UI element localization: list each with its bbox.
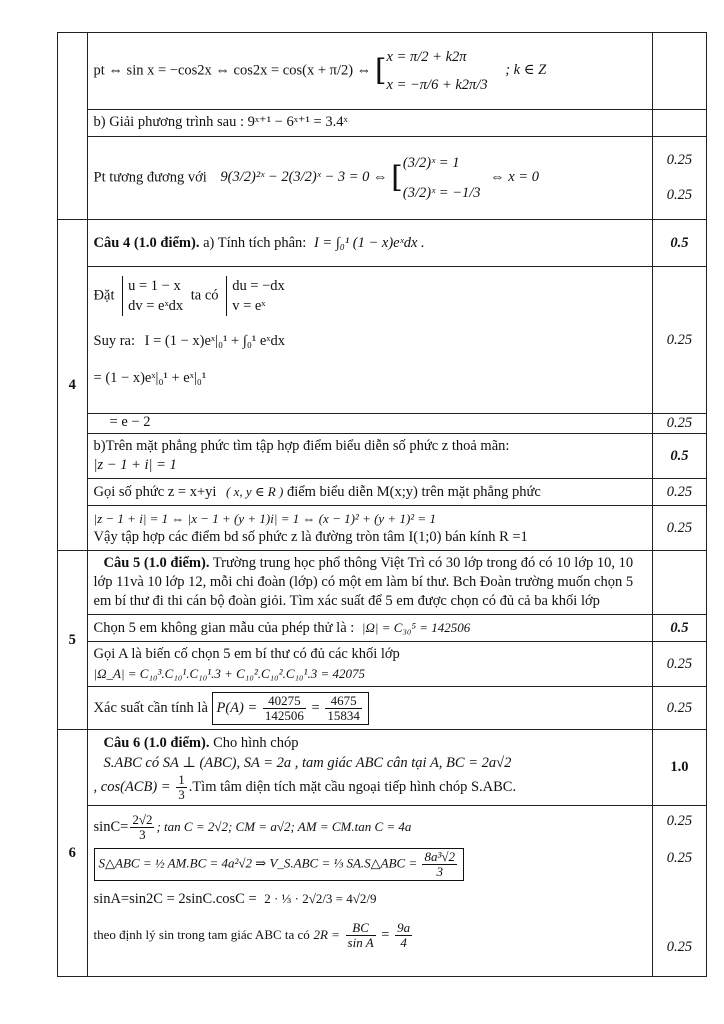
q4-part-b: b)Trên mặt phẳng phức tìm tập hợp điểm biểu diễn số phức z thoả mãn:	[93, 438, 510, 454]
q4-derive-cell	[87, 506, 652, 551]
q5-omega-a: |Ω_A| = C₁₀³.C₁₀¹.C₁₀¹.3 + C₁₀².C₁₀².C₁₀¹.3 = 42075	[93, 666, 365, 681]
q4-taco: ta có	[190, 287, 219, 304]
q4-derive: |z − 1 + i| = 1 ⇔ |x − 1 + (y + 1)i| = 1 ⇔ (x − 1)² + (y + 1)² = 1	[93, 511, 436, 526]
q6-sina: sinA=sin2C = 2sinC.cosC =	[93, 891, 257, 907]
score-cell	[652, 434, 706, 479]
score-cell	[652, 506, 706, 551]
q6-title-rest: Cho hình chóp	[209, 735, 299, 751]
score-value: 0.25	[666, 331, 693, 348]
score-value: 0.25	[666, 415, 693, 431]
q6-r-n: BC	[346, 921, 376, 936]
q4-step1: I = (1 − x)eˣ|₀¹ + ∫₀¹ eˣdx	[144, 333, 285, 349]
q6-line3-n: 1	[178, 772, 185, 787]
q4-cond: |z − 1 + i| = 1	[93, 457, 177, 473]
question-number-cell: 5	[58, 551, 88, 730]
q6-r-n2: 9a	[397, 920, 411, 935]
bracket-symbol: [	[374, 53, 387, 88]
q4-sub1: u = 1 − x	[128, 278, 181, 294]
q6-title-bold: Câu 6 (1.0 điểm).	[103, 735, 210, 751]
table-row	[58, 730, 707, 806]
q5-p-n1: 40275	[263, 694, 306, 709]
score-cell	[652, 730, 706, 806]
q4-final-cell	[87, 414, 652, 434]
q4-goi-rest: điểm biểu diễn M(x;y) trên mặt phẳng phức	[283, 484, 541, 500]
q6-sinc-n: 2√2	[132, 812, 153, 827]
q4-title-bold: Câu 4 (1.0 điểm).	[93, 234, 200, 251]
q3-pt-line: pt ⇔ sin x = −cos2x ⇔ cos2x = cos(x + π/2) ⇔	[93, 62, 372, 79]
q5-probability-box: P(A) = $\frac{40275}{142506}$ = $\frac{4675}{15834}$	[212, 692, 369, 725]
q6-line3-b: .Tìm tâm diện tích mặt cầu ngoại tiếp hình chóp S.ABC.	[188, 778, 517, 795]
q5-p-n2: 4675	[325, 694, 362, 709]
score-value: 0.25	[666, 813, 693, 829]
table-row	[58, 414, 707, 434]
bracket-symbol: [	[391, 160, 403, 195]
score-cell	[652, 806, 706, 977]
q3-sol1: x = π/2 + k2π	[386, 49, 467, 65]
q6-volume-box	[94, 848, 465, 881]
answer-table	[57, 32, 707, 977]
q3-partb-cell	[87, 110, 652, 137]
q6-title-cell	[87, 730, 652, 806]
score-cell	[652, 267, 706, 414]
score-cell	[652, 479, 706, 506]
q3-pt-cell	[87, 33, 652, 110]
score-cell	[652, 33, 706, 110]
table-row	[58, 434, 707, 479]
question-number-cell: 6	[58, 730, 88, 977]
score-cell	[652, 414, 706, 434]
question-number-cell	[58, 33, 88, 220]
q6-v-n: 8a³√2	[424, 849, 456, 864]
score-value: 0.5	[670, 447, 689, 464]
q3-part-b: b) Giải phương trình sau : 9ˣ⁺¹ − 6ˣ⁺¹ = 3.4ˣ	[93, 114, 348, 130]
q6-solution-cell	[87, 806, 652, 977]
q6-v-d: 3	[436, 864, 443, 879]
score-value: 0.25	[666, 483, 693, 500]
q4-final: = e − 2	[109, 414, 151, 430]
table-row	[58, 33, 707, 110]
q3-case2: (3/2)ˣ = −1/3	[402, 185, 481, 201]
table-row	[58, 137, 707, 220]
q6-sina-expr: 2 · ⅓ · 2√2/3 = 4√2/9	[264, 891, 377, 906]
score-value: 0.25	[666, 699, 693, 716]
q6-sinc-a: sinC=	[93, 818, 129, 835]
q5-chon: Chọn 5 em không gian mẫu của phép thử là :	[93, 620, 355, 636]
table-row	[58, 806, 707, 977]
score-value: 0.25	[666, 939, 693, 955]
q5-xs-cell	[87, 687, 652, 730]
q6-line3-d: 3	[178, 787, 185, 802]
q6-theo: theo định lý sin trong tam giác ABC ta có	[93, 926, 310, 942]
q4-title-cell	[87, 220, 652, 267]
table-row	[58, 220, 707, 267]
q4-step2: = (1 − x)eˣ|₀¹ + eˣ|₀¹	[93, 370, 207, 386]
score-value: 0.25	[666, 152, 693, 168]
q5-title-cell	[87, 551, 652, 615]
score-value: 1.0	[670, 759, 689, 775]
q4-partb-cell	[87, 434, 652, 479]
question-number-cell: 4	[58, 220, 88, 551]
score-cell	[652, 551, 706, 615]
q3-result: ⇔ x = 0	[490, 169, 540, 186]
q4-integral: I = ∫₀¹ (1 − x)eˣdx .	[313, 234, 425, 251]
q6-sinc-b: ; tan C = 2√2; CM = a√2; AM = CM.tan C = 4a	[156, 818, 412, 834]
q5-xac-suat: Xác suất cần tính là	[93, 699, 208, 716]
q6-r-lhs: 2R =	[313, 926, 340, 942]
score-cell	[652, 642, 706, 687]
q5-p-lhs: P(A) =	[216, 699, 258, 716]
score-cell	[652, 110, 706, 137]
q4-title-rest: a) Tính tích phân:	[199, 234, 307, 251]
q3-domain: ; k ∈ Z	[505, 62, 547, 79]
q4-conclusion: Vậy tập hợp các điểm bd số phức z là đường tròn tâm I(1;0) bán kính R =1	[93, 529, 528, 545]
q5-p-d1: 142506	[264, 707, 304, 723]
score-cell	[652, 615, 706, 642]
q4-goi-cell	[87, 479, 652, 506]
answer-table-container	[57, 32, 707, 977]
q5-goi-a-cell	[87, 642, 652, 687]
q5-title-rest: Trường trung học phổ thông Việt Trì có 30 lớp trong đó có 10 lớp 10, 10 lớp 11và 10 lớp 12, mỗi chi đoàn (lớp) có một em làm bí thư. Bch Đoàn trường muốn chọn 5 em bí thư đi thi cán bộ đoàn giỏi. Tìm xác suất để 5 em được chọn có đủ cả ba khối lớp	[93, 555, 634, 609]
q6-s-abc: S△ABC = ½ AM.BC = 4a²√2 ⇒ V_S.ABC = ⅓ SA.S△ABC =	[98, 855, 418, 871]
q4-der1: du = −dx	[232, 278, 285, 294]
table-row	[58, 506, 707, 551]
table-row	[58, 642, 707, 687]
table-row	[58, 687, 707, 730]
table-row	[58, 479, 707, 506]
q6-r-eq: =	[381, 926, 390, 943]
q4-dat: Đặt	[93, 287, 115, 304]
q4-sub2: dv = eˣdx	[128, 298, 184, 314]
q4-solution-cell	[87, 267, 652, 414]
table-row	[58, 267, 707, 414]
score-value: 0.25	[666, 187, 693, 203]
q5-omega: |Ω| = C₃₀⁵ = 142506	[361, 620, 471, 635]
table-row	[58, 551, 707, 615]
score-value: 0.5	[670, 234, 689, 251]
table-row	[58, 110, 707, 137]
q5-goi-a: Gọi A là biến cố chọn 5 em bí thư có đủ các khối lớp	[93, 646, 400, 662]
score-cell	[652, 687, 706, 730]
score-value: 0.25	[666, 655, 693, 672]
q6-line2: S.ABC có SA ⊥ (ABC), SA = 2a , tam giác ABC cân tại A, BC = 2a√2	[103, 755, 512, 771]
q3-case1: (3/2)ˣ = 1	[402, 155, 460, 171]
q3-eq-main: 9(3/2)²ˣ − 2(3/2)ˣ − 3 = 0 ⇔	[220, 169, 388, 186]
score-value: 0.25	[666, 519, 693, 536]
q6-line3-a: , cos(ACB) =	[93, 778, 171, 795]
score-cell	[652, 137, 706, 220]
q4-suy-ra: Suy ra:	[93, 333, 136, 349]
q6-r-d2: 4	[400, 935, 407, 950]
q6-r-d: sin A	[347, 935, 374, 950]
q5-title-bold: Câu 5 (1.0 điểm).	[103, 555, 210, 571]
q4-goi-cond: ( x, y ∈ R )	[226, 484, 284, 499]
q5-chon-cell	[87, 615, 652, 642]
table-row	[58, 615, 707, 642]
q6-sinc-d: 3	[139, 827, 146, 842]
q4-der2: v = eˣ	[232, 298, 266, 314]
q3-solution-cell	[87, 137, 652, 220]
q3-pt-tuong-duong: Pt tương đương với	[93, 169, 207, 186]
q3-sol2: x = −π/6 + k2π/3	[386, 77, 488, 93]
q5-p-d2: 15834	[327, 707, 360, 723]
score-value: 0.25	[666, 850, 693, 866]
q4-goi: Gọi số phức z = x+yi	[93, 484, 217, 500]
score-cell	[652, 220, 706, 267]
score-value: 0.5	[670, 619, 689, 636]
